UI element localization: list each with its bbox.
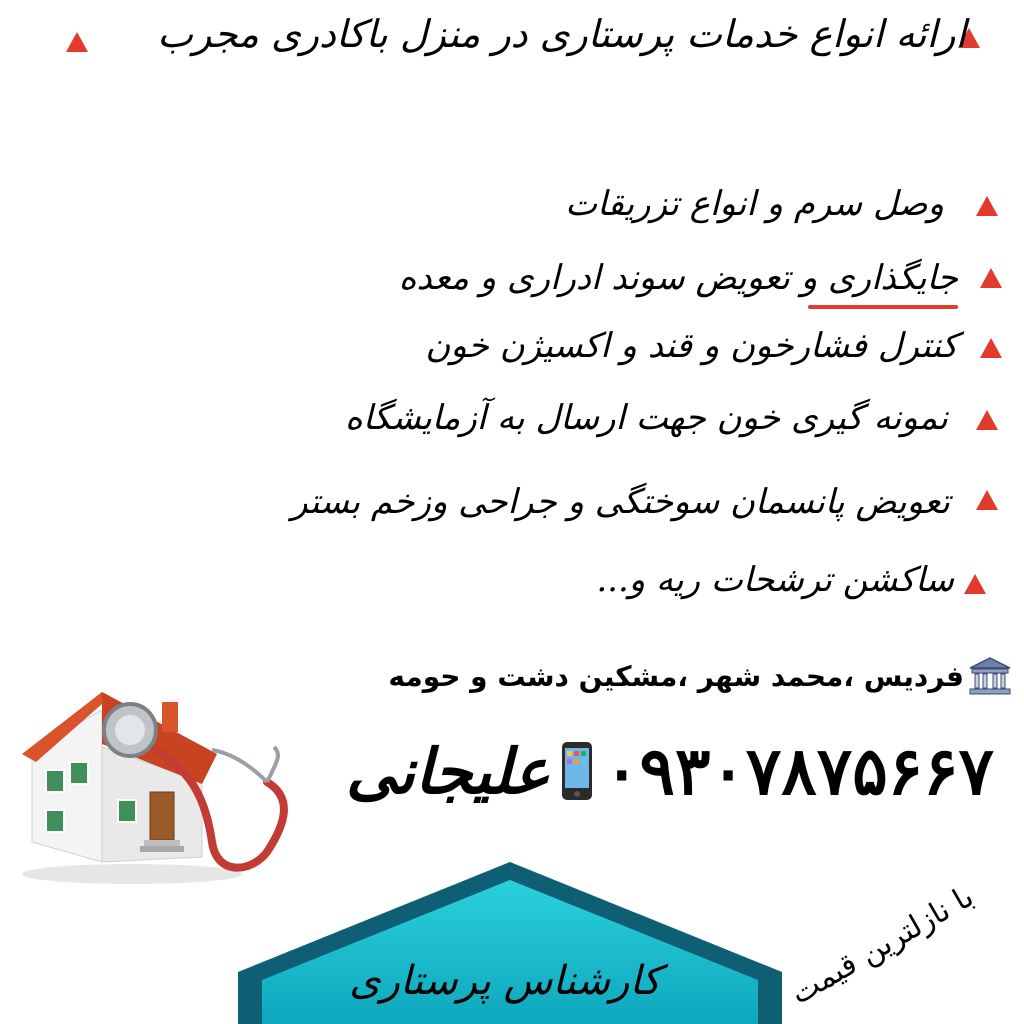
service-bullet-icon: [976, 490, 998, 510]
mobile-phone-icon: [560, 740, 594, 802]
service-bullet-icon: [964, 574, 986, 594]
location-row: [388, 656, 1012, 696]
house-stethoscope-illustration: [12, 692, 312, 892]
service-item: ساکشن ترشحات ریه و...: [596, 560, 954, 600]
service-bullet-icon: [976, 410, 998, 430]
service-bullet-icon: [976, 196, 998, 216]
service-item: وصل سرم و انواع تزریقات: [565, 184, 944, 224]
price-note: با نازلترین قیمت: [784, 879, 980, 1012]
location-text: فردیس ،محمد شهر ،مشکین دشت و حومه: [388, 659, 964, 693]
service-highlight-underline: [808, 305, 958, 309]
service-item: نمونه گیری خون جهت ارسال به آزمایشگاه: [345, 398, 948, 438]
service-bullet-icon: [980, 338, 1002, 358]
service-item: جایگذاری و تعویض سوند ادراری و معده: [398, 258, 958, 298]
footer-label: کارشناس پرستاری: [349, 958, 661, 1004]
page-title: ارائه انواع خدمات پرستاری در منزل باکادری مجرب: [157, 12, 966, 56]
phone-number[interactable]: ۰۹۳۰۷۸۷۵۶۶۷: [604, 732, 994, 810]
contact-name: علیجانی: [345, 734, 551, 808]
service-item: کنترل فشارخون و قند و اکسیژن خون: [425, 326, 958, 366]
classical-building-icon: [968, 656, 1012, 696]
title-bullet-left-icon: [66, 32, 88, 52]
contact-row: [346, 732, 994, 810]
service-bullet-icon: [980, 268, 1002, 288]
service-item: تعویض پانسمان سوختگی و جراحی وزخم بستر: [291, 482, 950, 522]
